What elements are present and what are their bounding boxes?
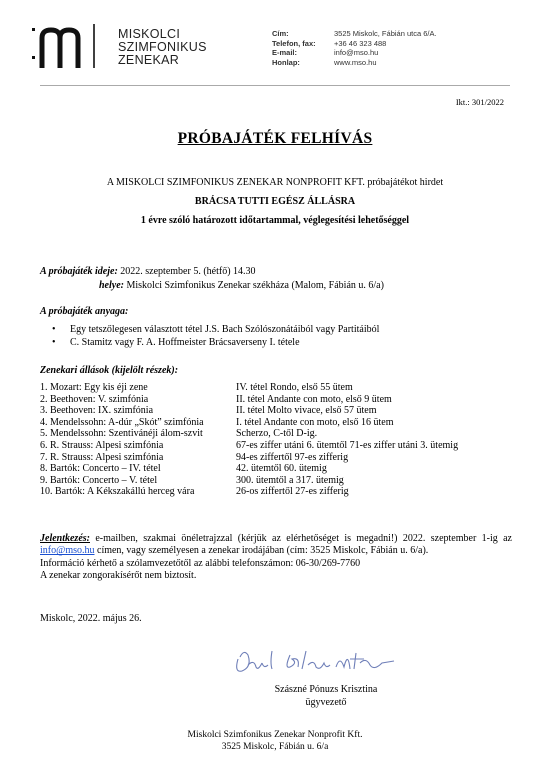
excerpt-row bbox=[40, 382, 458, 394]
audition-time-value: 2022. szeptember 5. (hétfő) 14.30 bbox=[120, 266, 256, 277]
contact-row bbox=[272, 29, 437, 39]
excerpt-piece: 4. Mendelssohn: A-dúr „Skót” szimfónia bbox=[40, 416, 204, 428]
excerpt-row bbox=[40, 394, 458, 406]
excerpt-row bbox=[40, 428, 458, 440]
list-item-text: C. Stamitz vagy F. A. Hoffmeister Brácsaverseny I. tétele bbox=[70, 336, 300, 348]
contact-value: +36 46 323 488 bbox=[334, 38, 387, 48]
audition-time-label: A próbajáték ideje: bbox=[40, 266, 118, 277]
logo-line: ZENEKAR bbox=[118, 53, 180, 67]
signature-image bbox=[232, 645, 402, 679]
bullet-icon: • bbox=[52, 336, 56, 348]
list-item-text: Egy tetszőlegesen választott tétel J.S. Bach Szólószonátáiból vagy Partitáiból bbox=[70, 324, 380, 335]
excerpt-piece: 6. R. Strauss: Alpesi szimfónia bbox=[40, 439, 164, 451]
header-divider bbox=[40, 85, 510, 86]
footer-company: Miskolci Szimfonikus Zenekar Nonprofit Kft. bbox=[187, 730, 363, 740]
contact-website[interactable]: www.mso.hu bbox=[334, 57, 377, 67]
signer-block bbox=[256, 684, 396, 709]
contact-row bbox=[272, 39, 437, 49]
audition-place-value: Miskolci Szimfonikus Zenekar székháza (Malom, Fábián u. 6/a) bbox=[126, 280, 384, 291]
excerpt-row bbox=[40, 417, 458, 429]
reference-number: Ikt.: 301/2022 bbox=[455, 97, 504, 107]
excerpts-heading: Zenekari állások (kijelölt részek): bbox=[40, 365, 179, 376]
contact-label: E-mail: bbox=[272, 48, 298, 58]
audition-place-label: helye: bbox=[99, 280, 124, 291]
material-list bbox=[52, 324, 379, 349]
signer-role: ügyvezető bbox=[305, 696, 347, 708]
info-line: Információ kérhető a szólamvezetőtől az alábbi telefonszámon: 06-30/269-7760 bbox=[40, 557, 361, 569]
excerpt-row bbox=[40, 463, 458, 475]
excerpt-detail: 26-os ziffertől 27-es zifferig bbox=[236, 486, 349, 498]
excerpt-row bbox=[40, 452, 458, 464]
application-text: e-mailben, szakmai önéletrajzzal (kérjük az elérhetőséget is megadni!) 2022. szeptember 1-ig az bbox=[90, 533, 512, 544]
orchestra-logo-text bbox=[118, 28, 207, 67]
contact-block bbox=[272, 29, 437, 67]
excerpt-piece: 10. Bartók: A Kékszakállú herceg vára bbox=[40, 486, 195, 498]
excerpt-piece: 8. Bartók: Concerto – IV. tétel bbox=[40, 463, 161, 475]
material-heading: A próbajáték anyaga: bbox=[40, 306, 129, 317]
excerpt-detail: Scherzo, C-től D-ig. bbox=[236, 428, 318, 440]
contact-row bbox=[272, 58, 437, 68]
excerpt-piece: 5. Mendelssohn: Szentivánéji álom-szvit bbox=[40, 428, 203, 440]
logo-line: MISKOLCI bbox=[118, 27, 181, 41]
orchestra-logo-mark bbox=[32, 22, 114, 72]
application-section bbox=[40, 533, 512, 583]
list-item bbox=[52, 324, 379, 337]
excerpt-row bbox=[40, 440, 458, 452]
position-title: BRÁCSA TUTTI EGÉSZ ÁLLÁSRA bbox=[194, 196, 356, 207]
excerpt-row bbox=[40, 405, 458, 417]
contact-label: Cím: bbox=[272, 29, 289, 38]
excerpt-piece: 7. R. Strauss: Alpesi szimfónia bbox=[40, 451, 164, 463]
audition-place bbox=[99, 280, 384, 291]
contact-row bbox=[272, 48, 437, 58]
excerpt-row bbox=[40, 486, 458, 498]
footer-address: 3525 Miskolc, Fábián u. 6/a bbox=[221, 742, 329, 752]
contact-value: 3525 Miskolc, Fábián utca 6/A. bbox=[334, 29, 437, 38]
excerpt-detail: 42. ütemtől 60. ütemig bbox=[236, 463, 327, 475]
bullet-icon: • bbox=[52, 324, 56, 335]
excerpt-piece: 1. Mozart: Egy kis éji zene bbox=[40, 382, 148, 393]
excerpt-detail: 67-es ziffer utáni 6. ütemtől 71-es ziffer utáni 3. ütemig bbox=[236, 439, 459, 451]
excerpt-detail: II. tétel Molto vivace, első 57 ütem bbox=[236, 405, 377, 417]
contract-terms: 1 évre szóló határozott időtartammal, véglegesítési lehetőséggel bbox=[140, 215, 410, 226]
page-title: PRÓBAJÁTÉK FELHÍVÁS bbox=[177, 130, 373, 147]
contact-email[interactable]: info@mso.hu bbox=[334, 48, 379, 58]
application-paragraph bbox=[40, 533, 512, 558]
audition-time bbox=[40, 266, 256, 277]
excerpt-piece: 9. Bartók: Concerto – V. tétel bbox=[40, 474, 158, 486]
accompanist-note: A zenekar zongorakísérőt nem biztosít. bbox=[40, 570, 197, 582]
intro-line: A MISKOLCI SZIMFONIKUS ZENEKAR NONPROFIT KFT. próbajátékot hirdet bbox=[106, 177, 444, 188]
excerpt-piece: 2. Beethoven: V. szimfónia bbox=[40, 393, 149, 405]
contact-label: Telefon, fax: bbox=[272, 38, 316, 48]
excerpt-detail: I. tétel Andante con moto, első 16 ütem bbox=[236, 416, 394, 428]
excerpts-list bbox=[40, 382, 458, 498]
excerpt-row bbox=[40, 475, 458, 487]
excerpt-detail: II. tétel Andante con moto, első 9 ütem bbox=[236, 393, 392, 405]
excerpt-detail: 300. ütemtől a 317. ütemig bbox=[236, 474, 344, 486]
application-email-link[interactable]: info@mso.hu bbox=[40, 545, 95, 557]
signer-name: Szászné Pónuzs Krisztina bbox=[274, 684, 378, 695]
contact-label: Honlap: bbox=[272, 57, 300, 67]
date-place: Miskolc, 2022. május 26. bbox=[40, 613, 142, 624]
excerpt-piece: 3. Beethoven: IX. szimfónia bbox=[40, 405, 154, 417]
logo-line: SZIMFONIKUS bbox=[118, 40, 207, 54]
excerpt-detail: IV. tétel Rondo, első 55 ütem bbox=[236, 382, 353, 393]
list-item bbox=[52, 337, 379, 350]
application-label: Jelentkezés: bbox=[40, 533, 90, 544]
application-text: címen, vagy személyesen a zenekar irodájában (cím: 3525 Miskolc, Fábián u. 6/a). bbox=[94, 545, 429, 557]
page-footer bbox=[0, 729, 550, 753]
excerpt-detail: 94-es ziffertől 97-es zifferig bbox=[236, 451, 349, 463]
